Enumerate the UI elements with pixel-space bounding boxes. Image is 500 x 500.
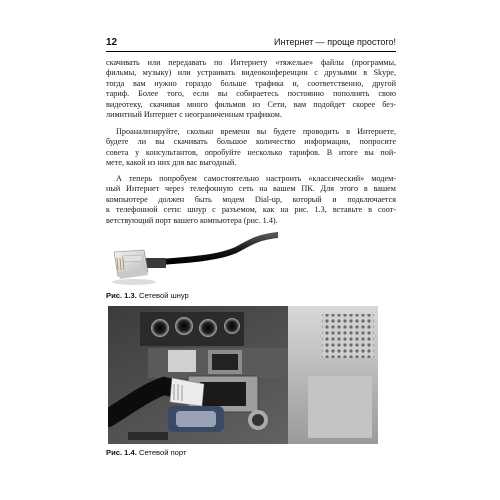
figure-caption-text: Сетевой шнур bbox=[138, 291, 189, 300]
running-header bbox=[106, 37, 396, 52]
figure-caption-text: Сетевой порт bbox=[138, 448, 187, 457]
text-line: лимитный Интернет с неограниченным трафиком. bbox=[106, 110, 282, 120]
text-line: ветствующий порт вашего компьютера (рис. 1.4). bbox=[106, 215, 278, 225]
network-port-photo bbox=[108, 306, 378, 444]
paragraph-3 bbox=[106, 174, 396, 226]
text-line: Проанализируйте, сколько времени вы будете проводить в Интернете, bbox=[116, 127, 396, 136]
text-line: к телефонной сети: шнур с разъемом, как на рис. 1.3, вставьте в соот- bbox=[106, 205, 396, 215]
paragraph-2 bbox=[106, 127, 396, 169]
text-line: видеотеку, скачивая много фильмов из Сети, вам подойдет скорее без- bbox=[106, 99, 396, 109]
figure-caption-1-3 bbox=[106, 291, 189, 300]
figure-label: Рис. 1.4. bbox=[106, 448, 137, 457]
text-line: мете, какой из них для вас выгодный. bbox=[106, 158, 237, 168]
text-line: фильмы, музыку) или устраивать видеоконференции с друзьями в Skype, bbox=[106, 68, 396, 78]
text-line: тогда вам нужно гораздо больше трафика и, соответственно, другой bbox=[106, 78, 396, 88]
running-title: Интернет — проще простого! bbox=[274, 37, 396, 47]
network-cable-photo bbox=[108, 228, 278, 290]
figure-label: Рис. 1.3. bbox=[106, 291, 137, 300]
text-line: совета у консультантов, опробуйте несколько тарифов. В итоге вы пой- bbox=[106, 147, 396, 157]
text-line: ный Интернет через телефонную сеть на вашем ПК. Для этого в вашем bbox=[106, 184, 396, 194]
text-line: А теперь попробуем самостоятельно настроить «классический» модем- bbox=[116, 174, 396, 183]
paragraph-1 bbox=[106, 58, 396, 120]
figure-caption-1-4 bbox=[106, 448, 186, 457]
text-line: будете ли вы скачивать большое количество информации, попросите bbox=[106, 137, 396, 147]
text-line: скачивать или передавать по Интернету «тяжелые» файлы (программы, bbox=[106, 58, 396, 67]
text-line: компьютере должен быть модем Dial-up, который и подключается bbox=[106, 194, 396, 204]
text-line: тариф. Более того, если вы собираетесь постоянно пополнять свою bbox=[106, 89, 396, 99]
page-number: 12 bbox=[106, 37, 118, 48]
